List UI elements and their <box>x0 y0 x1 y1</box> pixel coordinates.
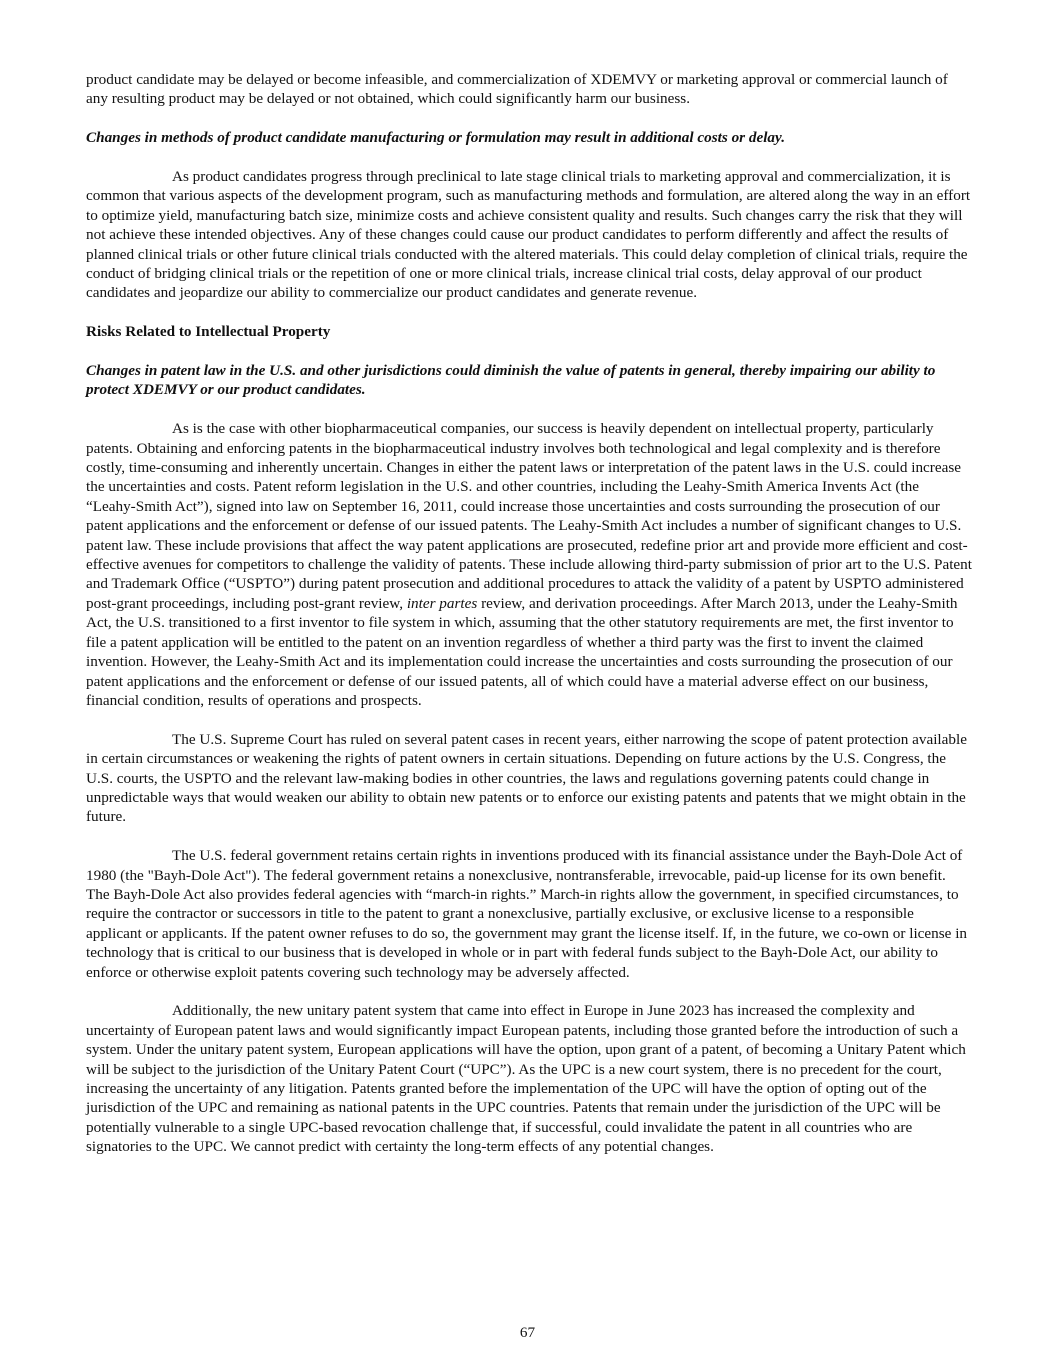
document-body <box>86 70 972 1157</box>
paragraph-leahy-smith <box>86 419 972 710</box>
paragraph-leahy-smith-part1: As is the case with other biopharmaceutical companies, our success is heavily dependent on intellectual property, particularly patents. Obtaining and enforcing patents in the biopharmaceutical industry involves both technological and legal complexity and is therefore costly, time-consuming and inherently uncertain. Changes in either the patent laws or interpretation of the patent laws in the U.S. could increase the uncertainties and costs. Patent reform legislation in the U.S. and other countries, including the Leahy-Smith America Invents Act (the “Leahy-Smith Act”), signed into law on September 16, 2011, could increase those uncertainties and costs surrounding the prosecution of our patent applications and the enforcement or defense of our issued patents. The Leahy-Smith Act includes a number of significant changes to U.S. patent law. These include provisions that affect the way patent applications are prosecuted, redefine prior art and provide more efficient and cost-effective avenues for competitors to challenge the validity of patents. These include allowing third-party submission of prior art to the U.S. Patent and Trademark Office (“USPTO”) during patent prosecution and additional procedures to attack the validity of a patent by USPTO administered post-grant proceedings, including post-grant review, <box>86 420 972 612</box>
section-heading-manufacturing: Changes in methods of product candidate manufacturing or formulation may result in additional costs or delay. <box>86 129 785 147</box>
continued-paragraph: product candidate may be delayed or become infeasible, and commercialization of XDEMVY or marketing approval or commercial launch of any resulting product may be delayed or not obtained, which could significantly harm our business. <box>86 71 948 108</box>
inter-partes-italic: inter partes <box>406 594 478 612</box>
section-heading-patent-law: Changes in patent law in the U.S. and other jurisdictions could diminish the value of patents in general, thereby impairing our ability to protect XDEMVY or our product candidates. <box>86 362 936 399</box>
paragraph-leahy-smith-part2: review, and derivation proceedings. After March 2013, under the Leahy-Smith Act, the U.S. transitioned to a first inventor to file system in which, assuming that the other statutory requirements are met, the first inventor to file a patent application will be entitled to the patent on an invention regardless of whether a third party was the first to invent the claimed invention. However, the Leahy-Smith Act and its implementation could increase the uncertainties and costs surrounding the prosecution of our patent applications and the enforcement or defense of our issued patents, all of which could have a material adverse effect on our business, financial condition, results of operations and prospects. <box>86 594 958 709</box>
page-number: 67 <box>519 1324 536 1341</box>
paragraph-bayh-dole: The U.S. federal government retains certain rights in inventions produced with its financial assistance under the Bayh-Dole Act of 1980 (the "Bayh-Dole Act"). The federal government retains a nonexclusive, nontransferable, irrevocable, paid-up license for its own benefit. The Bayh-Dole Act also provides federal agencies with “march-in rights.” March-in rights allow the government, in specified circumstances, to require the contractor or successors in title to the patent to grant a nonexclusive, partially exclusive, or exclusive license to a responsible applicant or applicants. If the patent owner refuses to do so, the government may grant the license itself. If, in the future, we co-own or license in technology that is critical to our business that is developed in whole or in part with federal funds subject to the Bayh-Dole Act, our ability to enforce or otherwise exploit patents covering such technology may be adversely affected. <box>86 847 968 981</box>
paragraph-unitary-patent: Additionally, the new unitary patent system that came into effect in Europe in June 2023 has increased the complexity and uncertainty of European patent laws and would significantly impact European patents, including those granted before the introduction of such a system. Under the unitary patent system, European applications will have the option, upon grant of a patent, of becoming a Unitary Patent which will be subject to the jurisdiction of the Unitary Patent Court (“UPC”). As the UPC is a new court system, there is no precedent for the court, increasing the uncertainty of any litigation. Patents granted before the implementation of the UPC will have the option of opting out of the jurisdiction of the UPC and remaining as national patents in the UPC countries. Patents that remain under the jurisdiction of the UPC will be potentially vulnerable to a single UPC-based revocation challenge that, if successful, could invalidate the patent in all countries who are signatories to the UPC. We cannot predict with certainty the long-term effects of any potential changes. <box>86 1002 966 1156</box>
paragraph-manufacturing: As product candidates progress through preclinical to late stage clinical trials to marketing approval and commercialization, it is common that various aspects of the development program, such as manufacturing methods and formulation, are altered along the way in an effort to optimize yield, manufacturing batch size, minimize costs and achieve consistent quality and results. Such changes carry the risk that they will not achieve these intended objectives. Any of these changes could cause our product candidates to perform differently and affect the results of planned clinical trials or other future clinical trials conducted with the altered materials. This could delay completion of clinical trials, require the conduct of bridging clinical trials or the repetition of one or more clinical trials, increase clinical trial costs, delay approval of our product candidates and jeopardize our ability to commercialize our product candidates and generate revenue. <box>86 168 971 302</box>
section-title-intellectual-property: Risks Related to Intellectual Property <box>86 323 331 341</box>
paragraph-supreme-court: The U.S. Supreme Court has ruled on several patent cases in recent years, either narrowing the scope of patent protection available in certain circumstances or weakening the rights of patent owners in certain situations. Depending on future actions by the U.S. Congress, the U.S. courts, the USPTO and the relevant law-making bodies in other countries, the laws and regulations governing patents could change in unpredictable ways that would weaken our ability to obtain new patents or to enforce our existing patents and patents that we might obtain in the future. <box>86 730 967 826</box>
